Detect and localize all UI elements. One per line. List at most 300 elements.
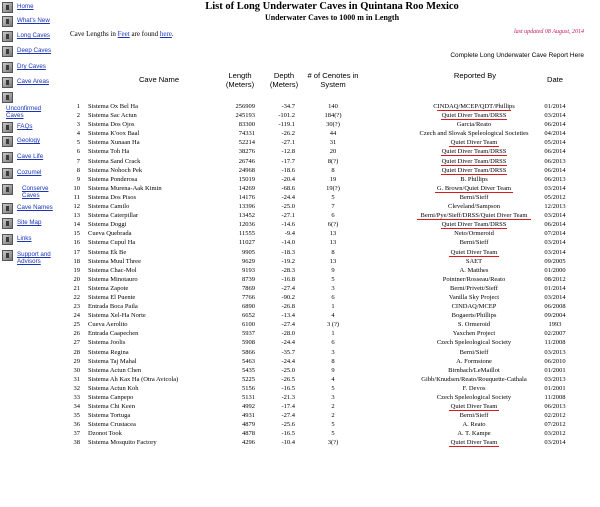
cell-length: 6100 (242, 321, 255, 329)
cell-name: Sistema Dos Ojos (88, 121, 135, 129)
cave-table (64, 102, 600, 448)
nav-button-icon (2, 77, 13, 88)
sidebar-item-15[interactable] (2, 234, 62, 250)
cell-date: 02/2007 (544, 330, 566, 338)
cell-cenotes: 31 (329, 139, 337, 147)
cell-depth: -17.7 (281, 157, 295, 165)
cell-n: 4 (76, 130, 80, 138)
table-row (64, 393, 600, 402)
cell-date: 01/2014 (544, 284, 566, 292)
cell-n: 8 (76, 166, 80, 174)
cell-length: 11555 (238, 230, 255, 238)
table-row (64, 229, 600, 238)
sidebar-item-3[interactable] (2, 31, 62, 47)
cell-name: Sistema Camilo (88, 203, 130, 211)
cell-reported: Bogaerts/Phillips (451, 312, 497, 320)
cell-reported: G. Brown/Quiet Diver Team (436, 184, 512, 192)
col-header-reported: Reported By (453, 71, 497, 80)
cell-length: 245193 (235, 112, 255, 120)
page-subtitle: Underwater Caves to 1000 m in Length (264, 13, 400, 22)
cell-name: Sistema Regina (88, 348, 129, 356)
cell-date: 03/2013 (544, 348, 566, 356)
cell-date: 03/2014 (544, 184, 566, 192)
cell-length: 26746 (238, 157, 255, 165)
cell-cenotes: 19(?) (326, 184, 340, 192)
cell-date: 02/2012 (544, 412, 566, 420)
table-row (64, 375, 600, 384)
nav-button-icon (2, 2, 13, 13)
cell-depth: -90.2 (281, 293, 295, 301)
cell-length: 15019 (238, 175, 255, 183)
cell-cenotes: 140 (328, 103, 338, 110)
cell-cenotes: 8(?) (327, 157, 339, 165)
table-row (64, 129, 600, 138)
intro-before: Cave Lengths in (70, 30, 118, 38)
cell-length: 5156 (242, 384, 255, 392)
cell-n: 35 (73, 412, 80, 420)
cell-name: Sistema Sand Crack (88, 157, 141, 165)
cell-cenotes: 5 (331, 384, 335, 392)
table-row (64, 166, 600, 175)
cell-cenotes: 13 (329, 230, 337, 238)
cell-reported: Berni/Pye/Sieff/DRSS/Quiet Diver Team (420, 212, 528, 220)
sidebar-item-4[interactable] (2, 46, 62, 62)
cell-cenotes: 1 (331, 330, 335, 338)
cell-n: 28 (73, 348, 80, 356)
cell-name: Sistema Zapote (88, 284, 129, 292)
cell-n: 7 (76, 157, 80, 165)
cell-length: 9193 (242, 266, 255, 274)
table-row (64, 102, 600, 111)
table-row (64, 257, 600, 266)
cell-reported: Quiet Diver Team/DRSS (441, 157, 507, 165)
cell-reported: Birnbach/LeMaillot (448, 366, 500, 374)
cell-cenotes: 9 (331, 266, 335, 274)
here-link[interactable]: here (159, 30, 172, 38)
cell-name: Sistema Minotauro (88, 275, 138, 283)
sidebar-item-13[interactable] (2, 203, 62, 219)
cell-date: 09/2005 (544, 257, 566, 265)
cell-cenotes: 5 (331, 430, 335, 438)
cell-name: Sistema Ponderosa (88, 175, 138, 183)
cell-depth: -14.6 (281, 221, 295, 229)
cell-length: 24968 (238, 166, 255, 174)
cell-date: 1993 (548, 321, 562, 329)
sidebar-item-label[interactable]: FAQs (17, 123, 33, 130)
col-header-cenotes: # of Cenotes in System (307, 71, 359, 89)
table-row (64, 284, 600, 293)
cell-length: 9905 (242, 248, 255, 256)
cell-depth: -27.4 (281, 321, 295, 329)
red-underline (449, 446, 499, 447)
cell-name: Sistema Taj Mahal (88, 357, 137, 365)
cell-date: 03/2014 (544, 293, 566, 301)
cell-name: Sistema Ek Be (88, 248, 127, 256)
cell-reported: Czech Speleological Society (436, 394, 512, 401)
cell-depth: -25.0 (281, 203, 295, 211)
cell-cenotes: 13 (329, 257, 337, 265)
cell-reported: Berni/Sieff (459, 239, 489, 247)
cell-date: 05/2014 (544, 139, 566, 147)
cell-reported: SAET (465, 257, 483, 265)
nav-button-icon (2, 122, 13, 133)
cell-n: 11 (73, 193, 80, 201)
table-row (64, 302, 600, 311)
cell-reported: Pointner/Rosseau/Reato (442, 275, 506, 283)
cell-date: 01/2000 (544, 266, 566, 274)
cell-n: 21 (73, 284, 80, 292)
sidebar-item-7[interactable] (2, 92, 62, 119)
sidebar-item-label[interactable]: Cave Areas (17, 78, 49, 85)
table-row (64, 184, 600, 193)
cell-date: 03/2014 (544, 212, 566, 220)
cell-date: 06/2014 (544, 121, 566, 129)
cell-n: 26 (73, 330, 80, 338)
cell-depth: -25.0 (281, 366, 295, 374)
cell-depth: -27.1 (281, 139, 295, 147)
cell-date: 06/2008 (544, 303, 566, 311)
nav-button-icon (2, 184, 13, 195)
cell-n: 31 (73, 375, 80, 383)
cell-reported: Neto/Ormeroid (454, 230, 494, 238)
cell-length: 4992 (242, 403, 255, 411)
cell-reported: Berni/Sieff (459, 412, 489, 420)
cell-length: 13452 (238, 212, 255, 220)
cell-length: 74331 (238, 130, 255, 138)
cell-length: 5131 (242, 394, 255, 401)
cell-reported: Quiet Diver Team/DRSS (441, 112, 507, 120)
cell-depth: -26.5 (281, 375, 295, 383)
feet-link[interactable]: Feet (117, 30, 130, 38)
cell-reported: Czech and Slovak Speleological Societies (419, 130, 529, 138)
cell-cenotes: 184(?) (324, 112, 342, 120)
cell-n: 24 (73, 312, 80, 320)
cell-reported: CINDAQ/MCEP (451, 303, 497, 311)
cell-length: 6652 (242, 312, 255, 320)
table-row (64, 338, 600, 347)
cell-name: Sistema Nohoch Pek (88, 166, 143, 174)
cell-date: 11/2008 (544, 339, 566, 347)
cell-depth: -17.4 (281, 403, 295, 411)
nav-button-icon (2, 250, 13, 261)
table-row (64, 175, 600, 184)
cell-n: 5 (76, 139, 80, 147)
sidebar-item-label[interactable]: Site Map (17, 219, 42, 226)
cell-cenotes: 4 (331, 312, 335, 320)
cell-n: 20 (73, 275, 80, 283)
cell-cenotes: 8 (331, 166, 335, 174)
cell-n: 34 (73, 403, 80, 411)
cell-reported: B. Phillips (460, 175, 488, 183)
cell-cenotes: 2 (331, 403, 335, 411)
cell-depth: -12.8 (281, 148, 295, 156)
cell-cenotes: 5 (331, 193, 335, 201)
cell-cenotes: 1 (331, 303, 335, 311)
cell-depth: -28.3 (281, 266, 295, 274)
cell-reported: Berni/Sieff (459, 193, 489, 201)
sidebar-item-label[interactable]: Cave Life (17, 153, 44, 160)
cell-reported: Quiet Diver Team/DRSS (441, 166, 507, 174)
cell-reported: Cleveland/Sampson (448, 203, 500, 211)
cell-cenotes: 13 (329, 239, 337, 247)
cell-depth: -24.4 (281, 339, 295, 347)
nav-button-icon (2, 136, 13, 147)
table-row (64, 438, 600, 447)
cell-n: 30 (73, 366, 80, 374)
cell-depth: -19.2 (281, 257, 295, 265)
cell-cenotes: 6 (331, 293, 335, 301)
cell-n: 6 (76, 148, 80, 156)
cell-reported: A. Matthes (459, 266, 489, 274)
cell-date: 07/2014 (544, 230, 566, 238)
cell-date: 03/2012 (544, 430, 566, 438)
cell-cenotes: 6 (331, 339, 335, 347)
sidebar-item-label[interactable]: Long Caves (17, 32, 51, 39)
cell-depth: -25.6 (281, 421, 295, 429)
cell-reported: Czech Speleological Society (436, 339, 512, 347)
table-row (64, 248, 600, 257)
sidebar-item-label[interactable]: Unconfirmed Caves (6, 105, 42, 119)
cell-reported: Vanilla Sky Project (448, 293, 500, 301)
cell-cenotes: 3(?) (327, 439, 339, 447)
table-row (64, 320, 600, 329)
cell-depth: -101.2 (278, 112, 295, 120)
cell-cenotes: 20 (329, 148, 337, 156)
last-updated: last updated 08 August, 2014 (513, 29, 584, 35)
table-row (64, 211, 600, 220)
cell-n: 25 (73, 321, 80, 329)
cell-depth: -24.4 (281, 357, 295, 365)
cell-n: 10 (73, 184, 80, 192)
sidebar-item-12[interactable] (2, 184, 62, 200)
cell-cenotes: 3 (331, 284, 335, 292)
cell-date: 01/2014 (544, 103, 566, 110)
cell-depth: -20.4 (281, 175, 295, 183)
cell-date: 12/2013 (544, 203, 566, 211)
cell-name: Sistema Actun Chen (88, 366, 142, 374)
cell-length: 14176 (238, 193, 255, 201)
cell-depth: -18.3 (281, 248, 295, 256)
cell-depth: -16.5 (281, 430, 295, 438)
cell-depth: -24.4 (281, 193, 295, 201)
cell-name: Cueva Quebrada (88, 230, 132, 238)
nav-button-icon (2, 218, 13, 229)
nav-button-icon (2, 62, 13, 73)
cell-date: 03/2014 (544, 248, 566, 256)
cell-cenotes: 8 (331, 357, 335, 365)
cell-n: 23 (73, 303, 80, 311)
cell-depth: -13.4 (281, 312, 295, 320)
table-row (64, 202, 600, 211)
cell-date: 03/2014 (544, 439, 566, 447)
sidebar-item-label[interactable]: Home (17, 3, 34, 10)
cell-reported: A. Formstone (456, 357, 492, 365)
cell-name: Sistema Sac Actun (88, 112, 137, 120)
nav-button-icon (2, 203, 13, 214)
nav-button-icon (2, 46, 13, 57)
table-row (64, 120, 600, 129)
cell-name: Sistema Doggi (88, 221, 127, 229)
cell-depth: -68.6 (281, 184, 295, 192)
cell-n: 37 (73, 430, 80, 438)
cell-reported: Quiet Diver Team/DRSS (441, 221, 507, 229)
sidebar-item-10[interactable] (2, 152, 62, 168)
cell-reported: Berni/Privett/Sieff (450, 284, 498, 292)
cell-date: 06/2013 (544, 157, 566, 165)
cell-name: Cueva Aerolito (88, 321, 128, 329)
cell-n: 3 (76, 121, 80, 129)
nav-button-icon (2, 234, 13, 245)
cell-reported: Berni/Sieff (459, 348, 489, 356)
sidebar-item-label[interactable]: Geology (17, 137, 41, 144)
cell-depth: -35.7 (281, 348, 295, 356)
cell-name: Sistema Ah Kax Ha (Otra Avicola) (88, 375, 179, 383)
cell-depth: -16.5 (281, 384, 295, 392)
table-row (64, 138, 600, 147)
cell-date: 09/2004 (544, 312, 566, 320)
cell-name: Sistema Crustacea (88, 421, 136, 429)
cell-date: 03/2014 (544, 239, 566, 247)
table-row (64, 147, 600, 156)
cell-name: Entrada Caapechen (88, 330, 139, 338)
cell-length: 256909 (235, 103, 255, 110)
cell-cenotes: 9 (331, 366, 335, 374)
sidebar-item-label[interactable]: Dry Caves (17, 63, 46, 70)
cell-reported: Yaxchen Project (452, 330, 496, 338)
nav-button-icon (2, 168, 13, 179)
cell-name: Sistema Xel-Ha Norte (88, 312, 146, 320)
cell-cenotes: 7 (331, 203, 335, 211)
cell-length: 38276 (238, 148, 255, 156)
cell-name: Sistema Xunaan Ha (88, 139, 140, 147)
cell-date: 03/2014 (544, 112, 566, 120)
sidebar-item-label[interactable]: Links (17, 235, 32, 242)
cell-n: 22 (73, 293, 80, 301)
cell-length: 11027 (238, 239, 255, 247)
cell-name: Sistema Ox Bel Ha (88, 103, 139, 110)
cell-cenotes: 5 (331, 421, 335, 429)
table-row (64, 357, 600, 366)
sidebar-nav (0, 0, 62, 507)
cell-depth: -34.7 (281, 103, 295, 110)
cell-name: Sistema Caterpillar (88, 212, 139, 220)
table-row (64, 293, 600, 302)
cell-cenotes: 6(?) (327, 221, 339, 229)
nav-button-icon (2, 16, 13, 27)
sidebar-item-label[interactable]: Deep Caves (17, 47, 52, 54)
report-link[interactable]: Complete Long Underwater Cave Report Here (450, 52, 584, 59)
sidebar-item-5[interactable] (2, 62, 62, 78)
table-row (64, 329, 600, 338)
cell-cenotes: 30(?) (326, 121, 340, 129)
cell-depth: -9.4 (284, 230, 295, 238)
cell-cenotes: 19 (329, 175, 337, 183)
cell-n: 1 (76, 103, 80, 110)
cell-length: 52214 (238, 139, 255, 147)
cell-length: 9629 (242, 257, 255, 265)
cell-length: 13396 (238, 203, 255, 211)
sidebar-item-2[interactable] (2, 16, 62, 32)
cell-n: 13 (73, 212, 80, 220)
cell-reported: A. T. Kampe (457, 430, 491, 438)
cell-cenotes: 8 (331, 248, 335, 256)
cell-length: 5937 (242, 330, 255, 338)
sidebar-item-9[interactable] (2, 136, 62, 152)
cell-cenotes: 3 (?) (326, 321, 340, 329)
cell-cenotes: 3 (331, 394, 335, 401)
table-row (64, 157, 600, 166)
cell-name: Sistema K'oox Baal (88, 130, 140, 138)
cell-reported: Quiet Diver Team (450, 248, 498, 256)
table-row (64, 193, 600, 202)
cell-depth: -26.2 (281, 130, 295, 138)
sidebar-item-14[interactable] (2, 218, 62, 234)
intro-text (70, 30, 174, 38)
cell-name: Sistema Actun Koh (88, 384, 139, 392)
sidebar-item-16[interactable] (2, 250, 62, 266)
cell-depth: -119.1 (278, 121, 295, 129)
cell-date: 03/2013 (544, 375, 566, 383)
cell-name: Sistema Dos Pisos (88, 193, 137, 201)
cell-length: 4878 (242, 430, 255, 438)
cell-length: 83300 (238, 121, 255, 129)
cell-cenotes: 6 (331, 212, 335, 220)
col-header-depth: Depth (Meters) (269, 71, 299, 89)
table-row (64, 348, 600, 357)
cell-depth: -14.0 (281, 239, 295, 247)
intro-after: . (171, 30, 174, 38)
cell-length: 14269 (238, 184, 255, 192)
cell-cenotes: 3 (331, 348, 335, 356)
cell-n: 29 (73, 357, 80, 365)
sidebar-item-label[interactable]: Cozumel (17, 169, 42, 176)
cell-length: 12036 (238, 221, 255, 229)
col-header-date: Date (546, 75, 564, 84)
sidebar-item-label[interactable]: What's New (17, 17, 50, 24)
sidebar-item-6[interactable] (2, 77, 62, 93)
sidebar-item-label[interactable]: Conserve Caves (22, 185, 49, 199)
cell-name: Sistema Joolis (88, 339, 126, 347)
nav-button-icon (2, 92, 13, 103)
table-row (64, 266, 600, 275)
col-header-length: Length (Meters) (225, 71, 255, 89)
cell-depth: -10.4 (281, 439, 295, 447)
cell-reported: Gibb/Knudsen/Reato/Rouquette-Cathala (421, 375, 527, 383)
cell-n: 18 (73, 257, 80, 265)
cell-date: 06/2014 (544, 166, 566, 174)
sidebar-item-11[interactable] (2, 168, 62, 184)
table-row (64, 275, 600, 284)
cell-name: Sistema Tortuga (88, 412, 131, 420)
cell-name: Sistema Cupul Ha (88, 239, 136, 247)
table-row (64, 111, 600, 120)
cell-date: 06/2013 (544, 175, 566, 183)
cell-reported: Quiet Diver Team/DRSS (441, 148, 507, 156)
cell-depth: -26.8 (281, 303, 295, 311)
cell-n: 38 (73, 439, 80, 447)
cell-length: 5463 (242, 357, 255, 365)
cell-reported: Quiet Diver Team (450, 439, 498, 447)
cell-length: 5866 (242, 348, 255, 356)
sidebar-item-label[interactable]: Cave Names (17, 204, 53, 211)
table-row (64, 311, 600, 320)
table-row (64, 429, 600, 438)
sidebar-item-label[interactable]: Support and Advisors (17, 251, 51, 265)
cell-length: 4879 (242, 421, 255, 429)
cell-date: 01/2001 (544, 366, 566, 374)
cell-n: 27 (73, 339, 80, 347)
cell-n: 19 (73, 266, 80, 274)
